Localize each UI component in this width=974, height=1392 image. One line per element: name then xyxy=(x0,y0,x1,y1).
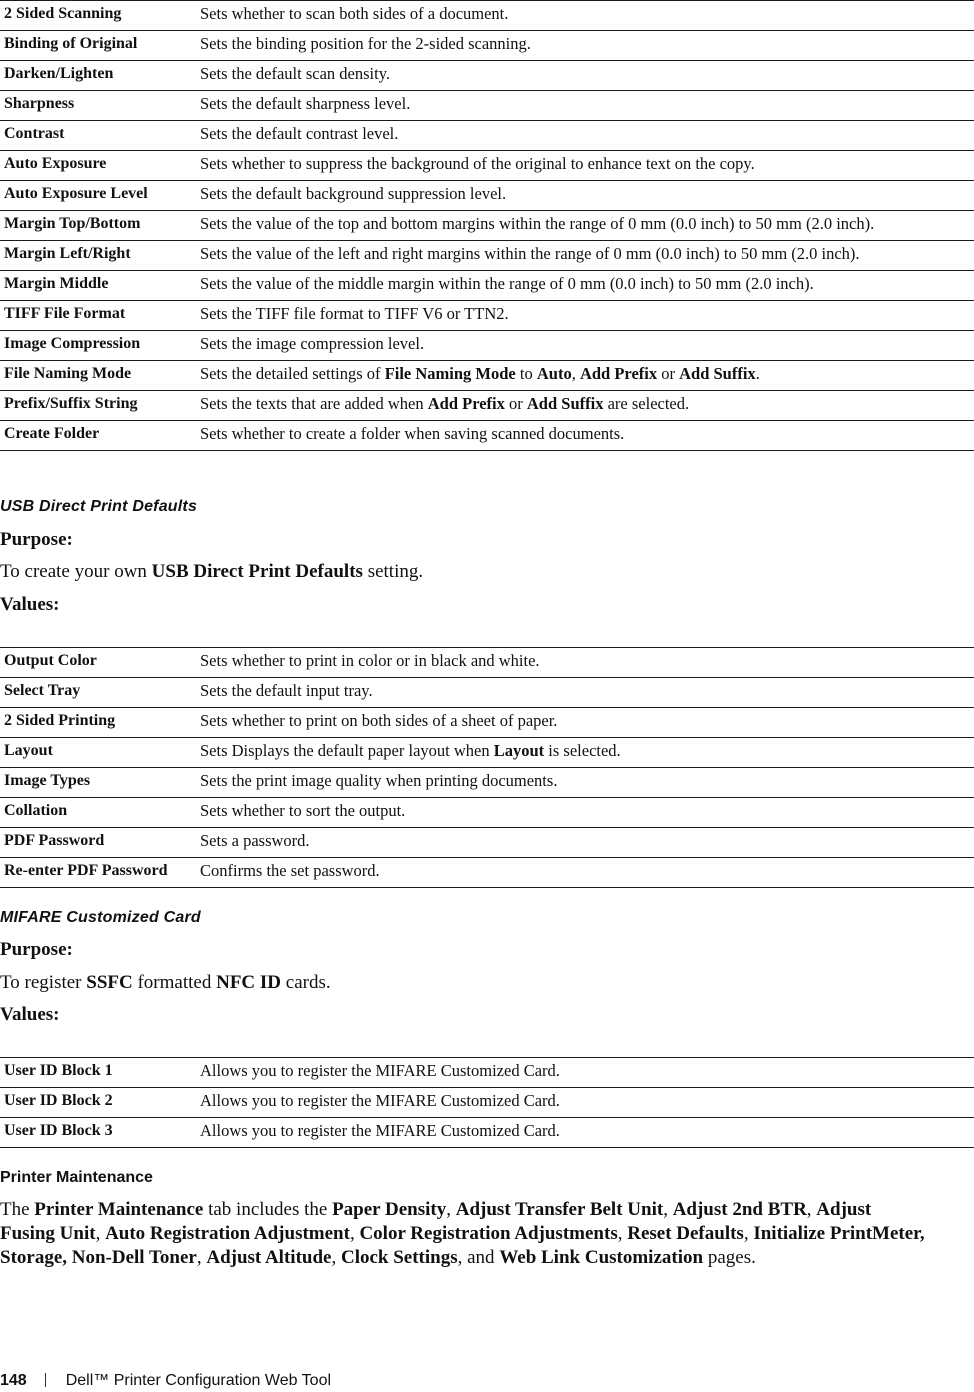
setting-name: User ID Block 2 xyxy=(0,1088,196,1118)
table-row xyxy=(0,678,974,708)
setting-name: Auto Exposure xyxy=(0,151,196,181)
setting-description: Sets a password. xyxy=(196,828,974,858)
table-row xyxy=(0,708,974,738)
table-row xyxy=(0,61,974,91)
footer-separator xyxy=(45,1373,46,1387)
mifare-values-table xyxy=(0,1057,974,1148)
setting-name: User ID Block 1 xyxy=(0,1058,196,1088)
setting-name: Auto Exposure Level xyxy=(0,181,196,211)
mifare-values-label: Values: xyxy=(0,1004,60,1025)
setting-description: Sets the print image quality when printing documents. xyxy=(196,768,974,798)
setting-description: Sets whether to sort the output. xyxy=(196,798,974,828)
table-row xyxy=(0,31,974,61)
usb-purpose-label: Purpose: xyxy=(0,529,73,550)
table-row xyxy=(0,1058,974,1088)
setting-description: Sets whether to suppress the background of the original to enhance text on the copy. xyxy=(196,151,974,181)
setting-name: Contrast xyxy=(0,121,196,151)
table-row xyxy=(0,798,974,828)
setting-name: Layout xyxy=(0,738,196,768)
setting-name: Create Folder xyxy=(0,421,196,451)
table-row xyxy=(0,1118,974,1148)
printer-maintenance-paragraph: The Printer Maintenance tab includes the Paper Density, Adjust Transfer Belt Unit, Adjust 2nd BTR, Adjust Fusing Unit, Auto Registration Adjustment, Color Registration Adjustments, Reset Defaults, Initialize PrintMeter, Storage, Non-Dell Toner, Adjust Altitude, Clock Settings, and Web Link Customization pages. xyxy=(0,1199,925,1268)
setting-name: Margin Top/Bottom xyxy=(0,211,196,241)
setting-description: Sets whether to create a folder when saving scanned documents. xyxy=(196,421,974,451)
setting-description: Sets Displays the default paper layout when Layout is selected. xyxy=(196,738,974,768)
table-row xyxy=(0,391,974,421)
setting-name: PDF Password xyxy=(0,828,196,858)
table-row xyxy=(0,648,974,678)
setting-description: Sets the default sharpness level. xyxy=(196,91,974,121)
scan-defaults-table xyxy=(0,0,974,451)
setting-description: Sets the value of the top and bottom margins within the range of 0 mm (0.0 inch) to 50 mm (2.0 inch). xyxy=(196,211,974,241)
setting-description: Sets the texts that are added when Add Prefix or Add Suffix are selected. xyxy=(196,391,974,421)
setting-name: Select Tray xyxy=(0,678,196,708)
setting-name: Output Color xyxy=(0,648,196,678)
usb-values-label: Values: xyxy=(0,594,60,615)
footer-title: Dell™ Printer Configuration Web Tool xyxy=(65,1372,332,1389)
table-row xyxy=(0,828,974,858)
table-row xyxy=(0,361,974,391)
mifare-heading: MIFARE Customized Card xyxy=(0,909,201,926)
table-row xyxy=(0,301,974,331)
setting-name: User ID Block 3 xyxy=(0,1118,196,1148)
table-row xyxy=(0,421,974,451)
table-row xyxy=(0,768,974,798)
table-row xyxy=(0,121,974,151)
page-number: 148 xyxy=(0,1372,27,1389)
table-row xyxy=(0,1,974,31)
setting-name: Collation xyxy=(0,798,196,828)
setting-name: File Naming Mode xyxy=(0,361,196,391)
setting-description: Sets whether to print on both sides of a sheet of paper. xyxy=(196,708,974,738)
setting-description: Allows you to register the MIFARE Customized Card. xyxy=(196,1118,974,1148)
table-row xyxy=(0,211,974,241)
mifare-purpose-label: Purpose: xyxy=(0,939,73,960)
setting-name: Image Types xyxy=(0,768,196,798)
table-row xyxy=(0,858,974,888)
setting-description: Sets the default contrast level. xyxy=(196,121,974,151)
setting-description: Allows you to register the MIFARE Customized Card. xyxy=(196,1088,974,1118)
table-row xyxy=(0,1088,974,1118)
setting-description: Sets whether to print in color or in black and white. xyxy=(196,648,974,678)
setting-name: 2 Sided Scanning xyxy=(0,1,196,31)
setting-name: Re-enter PDF Password xyxy=(0,858,196,888)
setting-description: Sets the default background suppression level. xyxy=(196,181,974,211)
table-row xyxy=(0,91,974,121)
setting-description: Sets whether to scan both sides of a document. xyxy=(196,1,974,31)
table-row xyxy=(0,181,974,211)
table-row xyxy=(0,241,974,271)
setting-description: Sets the default input tray. xyxy=(196,678,974,708)
table-row xyxy=(0,738,974,768)
setting-description: Allows you to register the MIFARE Customized Card. xyxy=(196,1058,974,1088)
setting-name: Darken/Lighten xyxy=(0,61,196,91)
table-row xyxy=(0,331,974,361)
setting-description: Sets the value of the middle margin within the range of 0 mm (0.0 inch) to 50 mm (2.0 inch). xyxy=(196,271,974,301)
table-row xyxy=(0,271,974,301)
setting-name: 2 Sided Printing xyxy=(0,708,196,738)
page-footer xyxy=(0,1372,331,1390)
usb-values-table xyxy=(0,647,974,888)
setting-description: Sets the value of the left and right margins within the range of 0 mm (0.0 inch) to 50 mm (2.0 inch). xyxy=(196,241,974,271)
table-row xyxy=(0,151,974,181)
setting-name: Sharpness xyxy=(0,91,196,121)
setting-description: Sets the image compression level. xyxy=(196,331,974,361)
setting-description: Sets the default scan density. xyxy=(196,61,974,91)
mifare-purpose-text: To register SSFC formatted NFC ID cards. xyxy=(0,972,331,993)
setting-name: TIFF File Format xyxy=(0,301,196,331)
setting-description: Confirms the set password. xyxy=(196,858,974,888)
setting-name: Margin Left/Right xyxy=(0,241,196,271)
setting-description: Sets the detailed settings of File Naming Mode to Auto, Add Prefix or Add Suffix. xyxy=(196,361,974,391)
setting-name: Margin Middle xyxy=(0,271,196,301)
setting-name: Image Compression xyxy=(0,331,196,361)
setting-name: Binding of Original xyxy=(0,31,196,61)
setting-description: Sets the binding position for the 2-sided scanning. xyxy=(196,31,974,61)
usb-direct-print-heading: USB Direct Print Defaults xyxy=(0,498,198,515)
setting-description: Sets the TIFF file format to TIFF V6 or TTN2. xyxy=(196,301,974,331)
setting-name: Prefix/Suffix String xyxy=(0,391,196,421)
usb-purpose-text: To create your own USB Direct Print Defaults setting. xyxy=(0,561,424,582)
printer-maintenance-heading: Printer Maintenance xyxy=(0,1169,153,1186)
